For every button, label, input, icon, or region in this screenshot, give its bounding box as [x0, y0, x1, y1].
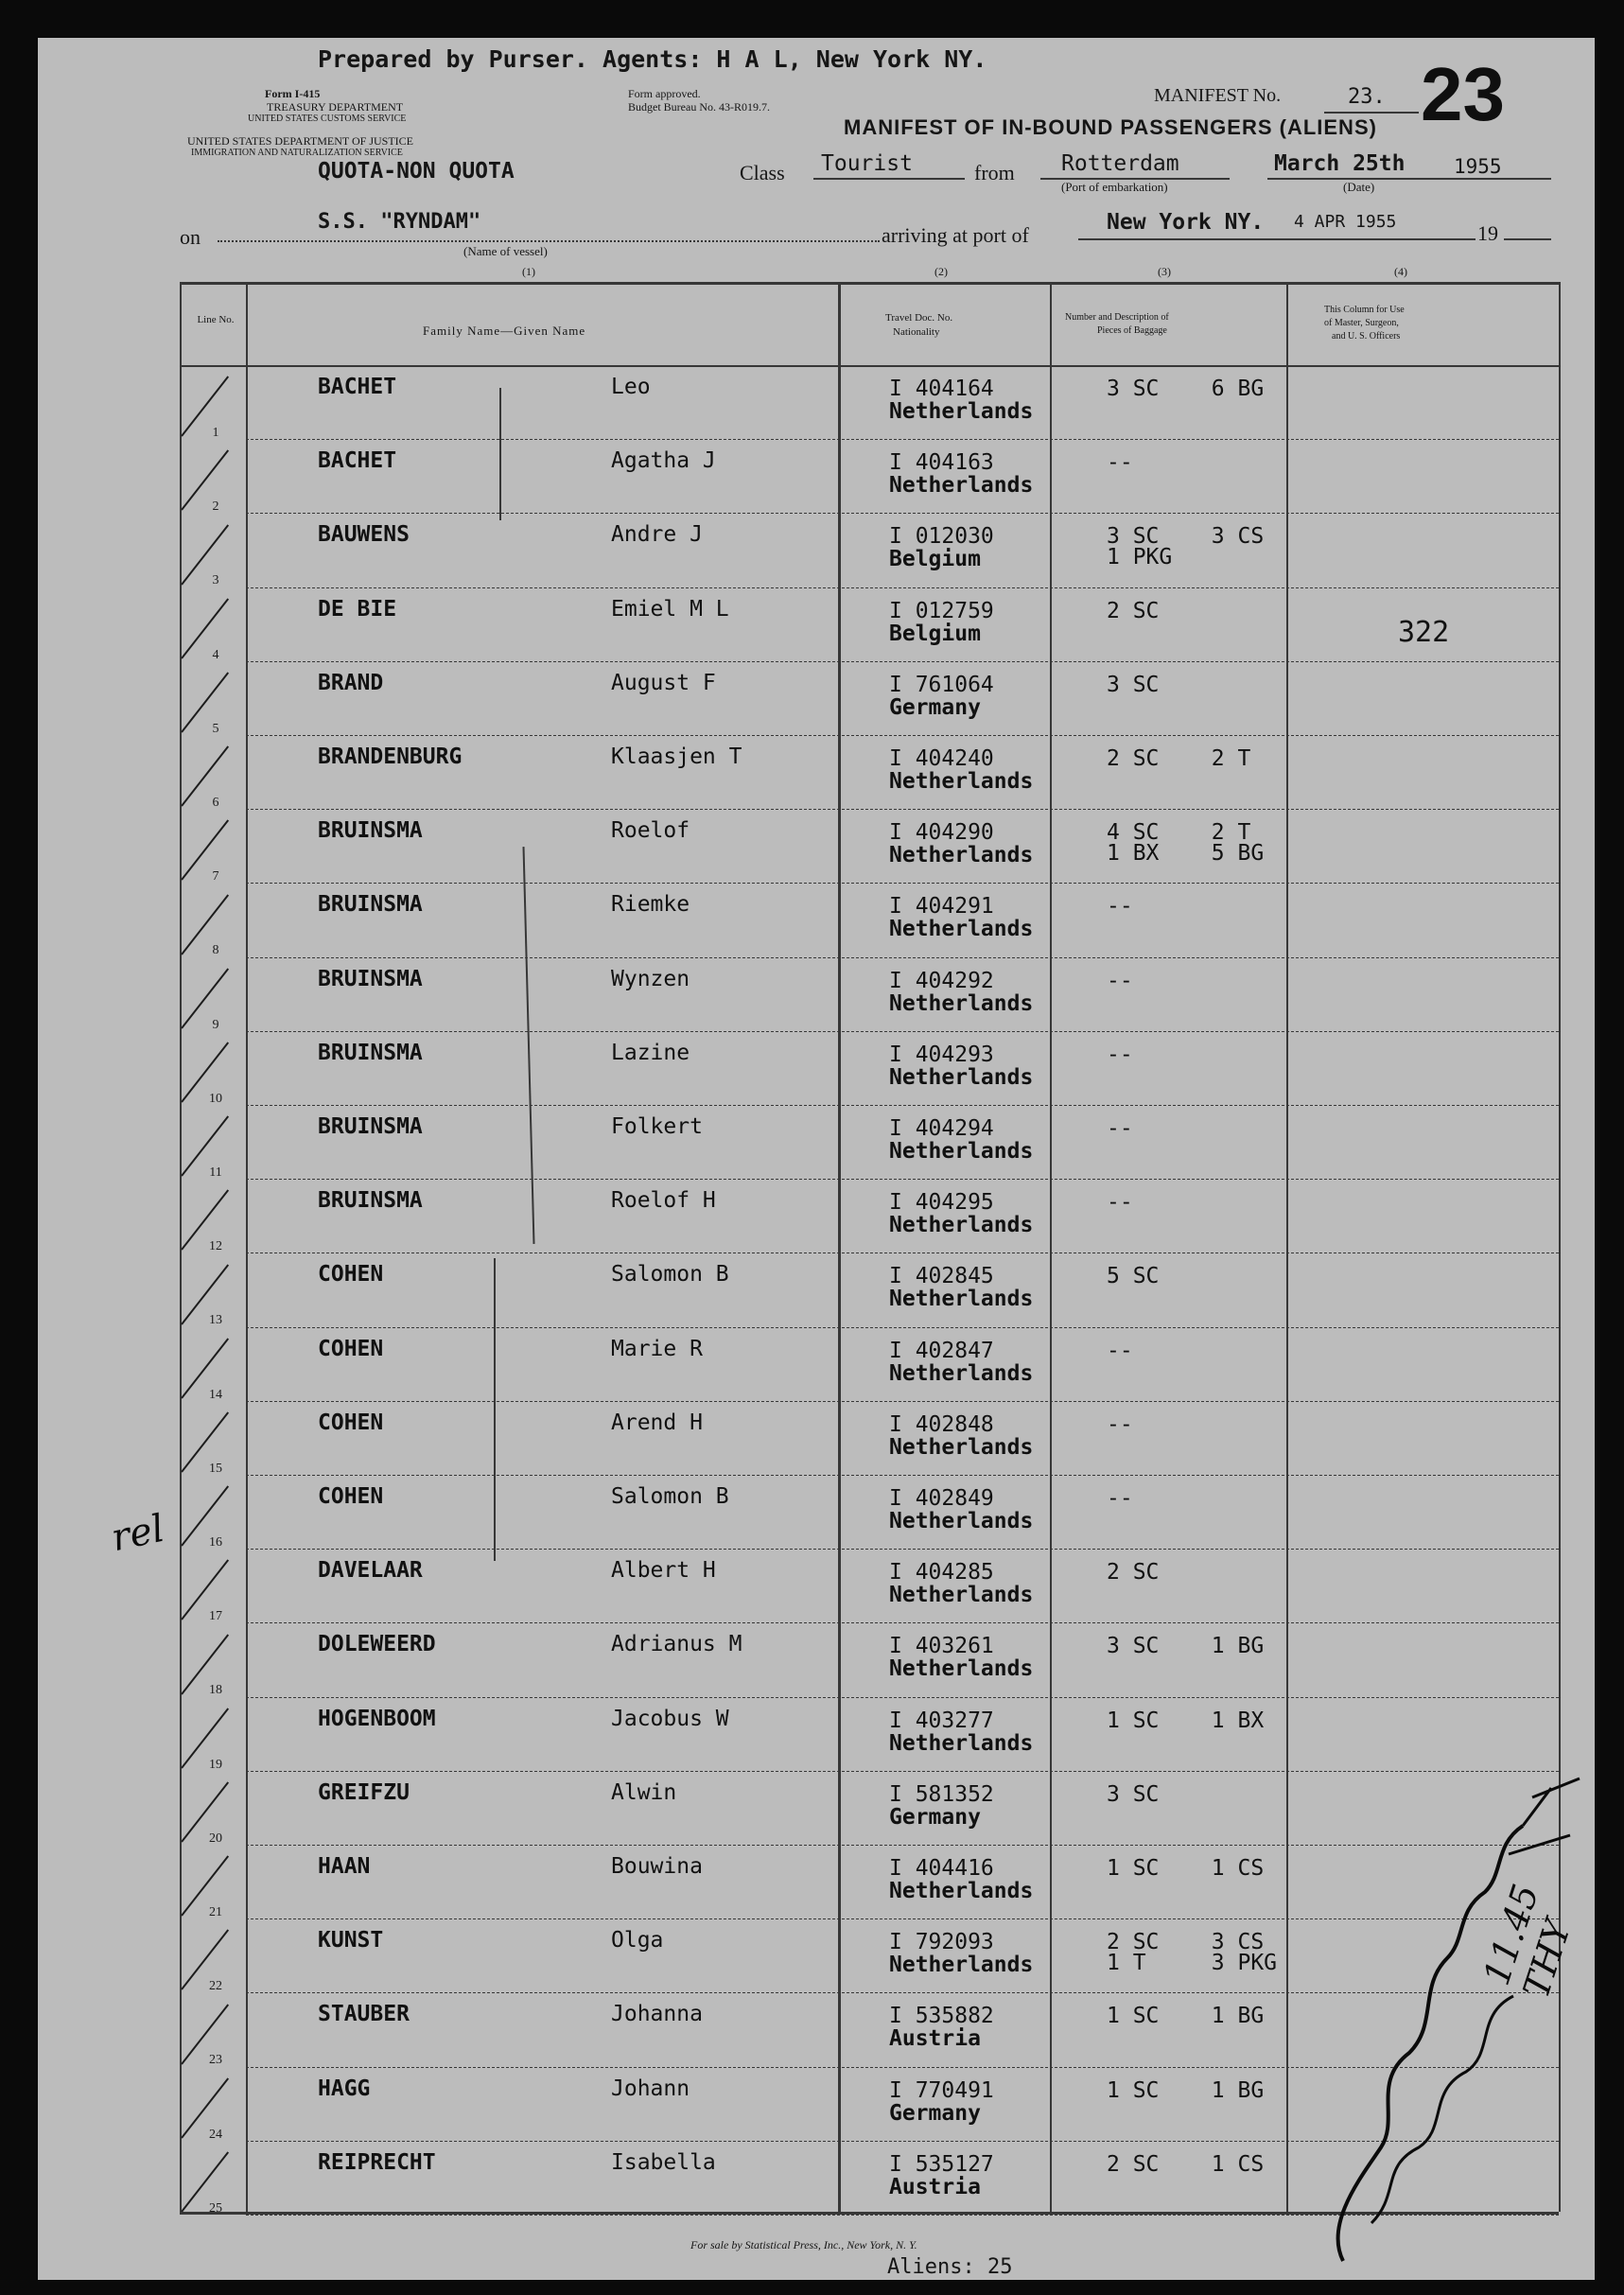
- dept-customs: UNITED STATES CUSTOMS SERVICE: [248, 114, 407, 124]
- travel-doc-no: I 402849: [889, 1486, 994, 1511]
- given-name: Agatha J: [611, 448, 716, 474]
- baggage-line-1: --: [1107, 450, 1133, 476]
- family-name: HAAN: [318, 1854, 371, 1879]
- table-row: [38, 665, 1595, 739]
- family-name: HAGG: [318, 2076, 371, 2101]
- table-row: [38, 886, 1595, 960]
- col-header-nationality: Nationality: [893, 326, 940, 338]
- travel-doc-no: I 404293: [889, 1042, 994, 1067]
- travel-doc-no: I 535127: [889, 2151, 994, 2177]
- table-row: [38, 1405, 1595, 1479]
- baggage-line-1: 5 SC: [1107, 1264, 1160, 1289]
- col-num-4: (4): [1394, 265, 1407, 278]
- travel-doc-no: I 404294: [889, 1116, 994, 1141]
- row-divider: [246, 513, 1559, 514]
- line-number: 22: [209, 1979, 222, 1994]
- check-tick: [181, 377, 229, 437]
- travel-doc-no: I 402847: [889, 1338, 994, 1363]
- row-divider: [246, 1031, 1559, 1032]
- family-name: GREIFZU: [318, 1779, 410, 1805]
- given-name: Johanna: [611, 2002, 703, 2027]
- baggage-line-1: 1 SC 1 CS: [1107, 1856, 1265, 1881]
- row-divider: [246, 439, 1559, 440]
- dept-immigration: IMMIGRATION AND NATURALIZATION SERVICE: [191, 148, 403, 158]
- line-number: 13: [209, 1313, 222, 1328]
- col-header-baggage: Number and Description of: [1065, 312, 1169, 323]
- travel-doc-no: I 402845: [889, 1264, 994, 1289]
- given-name: Johann: [611, 2076, 690, 2101]
- given-name: Alwin: [611, 1779, 677, 1805]
- line-number: 11: [209, 1165, 222, 1180]
- nationality: Netherlands: [889, 917, 1034, 942]
- given-name: Salomon B: [611, 1262, 729, 1288]
- given-name: Marie R: [611, 1336, 703, 1361]
- given-name: Jacobus W: [611, 1706, 729, 1731]
- family-name: STAUBER: [318, 2002, 410, 2027]
- given-name: Emiel M L: [611, 596, 729, 622]
- nationality: Netherlands: [889, 1287, 1034, 1312]
- baggage-line-2: 1 PKG: [1107, 545, 1173, 570]
- row-divider: [246, 735, 1559, 736]
- row-divider: [246, 1622, 1559, 1623]
- line-number: 8: [212, 943, 219, 958]
- table-row: [38, 961, 1595, 1035]
- table-row: [38, 1552, 1595, 1626]
- line-number: 17: [209, 1609, 222, 1624]
- family-name: BAUWENS: [318, 522, 410, 548]
- arrival-year-prefix: 19: [1477, 221, 1498, 245]
- prepared-by: Prepared by Purser. Agents: H A L, New York NY.: [318, 45, 987, 73]
- family-name: REIPRECHT: [318, 2149, 436, 2175]
- nationality: Netherlands: [889, 1953, 1034, 1978]
- nationality: Netherlands: [889, 1064, 1034, 1090]
- line-number: 20: [209, 1831, 222, 1846]
- family-name: DOLEWEERD: [318, 1632, 436, 1657]
- baggage-line-2: 1 T 3 PKG: [1107, 1951, 1278, 1976]
- col-header-officers-2: of Master, Surgeon,: [1324, 318, 1399, 328]
- table-row: [38, 739, 1595, 813]
- table-row: [38, 1256, 1595, 1330]
- family-name: BRUINSMA: [318, 818, 423, 844]
- margin-handwriting: rel: [107, 1506, 168, 1561]
- baggage-line-1: 1 SC 1 BG: [1107, 2077, 1265, 2103]
- col-header-line-no: Line No.: [197, 314, 235, 325]
- baggage-line-1: 2 SC 3 CS: [1107, 1930, 1265, 1955]
- nationality: Netherlands: [889, 1360, 1034, 1386]
- officer-signature: [1305, 1769, 1589, 2280]
- arrival-stamp: 4 APR 1955: [1294, 212, 1397, 232]
- line-number: 3: [212, 573, 219, 588]
- family-name: COHEN: [318, 1410, 384, 1435]
- class-value: Tourist: [821, 151, 913, 176]
- row-divider: [246, 809, 1559, 810]
- table-row: [38, 1035, 1595, 1109]
- col-header-baggage-2: Pieces of Baggage: [1097, 325, 1167, 336]
- dept-justice: UNITED STATES DEPARTMENT OF JUSTICE: [187, 134, 414, 148]
- given-name: Lazine: [611, 1040, 690, 1065]
- from-value: Rotterdam: [1061, 151, 1179, 176]
- nationality: Belgium: [889, 621, 981, 646]
- travel-doc-no: I 012759: [889, 598, 994, 623]
- family-name: DAVELAAR: [318, 1558, 423, 1584]
- family-name: BRUINSMA: [318, 1188, 423, 1214]
- travel-doc-no: I 761064: [889, 672, 994, 697]
- given-name: Leo: [611, 375, 651, 399]
- nationality: Netherlands: [889, 399, 1034, 424]
- given-name: August F: [611, 670, 716, 695]
- col-num-3: (3): [1158, 265, 1171, 278]
- year-value: 1955: [1454, 155, 1502, 178]
- row-divider: [246, 1105, 1559, 1106]
- line-number: 14: [209, 1387, 222, 1402]
- nationality: Netherlands: [889, 843, 1034, 868]
- arriving-label: arriving at port of: [882, 223, 1029, 247]
- baggage-line-1: --: [1107, 1190, 1133, 1216]
- row-divider: [246, 1549, 1559, 1550]
- check-tick: [181, 598, 229, 658]
- printer-note: For sale by Statistical Press, Inc., New York, N. Y.: [690, 2238, 917, 2251]
- date-value: March 25th: [1274, 151, 1406, 176]
- budget-bureau: Budget Bureau No. 43-R019.7.: [628, 100, 770, 114]
- vessel-caption: (Name of vessel): [463, 244, 548, 258]
- dept-treasury: TREASURY DEPARTMENT: [267, 100, 404, 114]
- family-name: KUNST: [318, 1928, 384, 1953]
- table-row: [38, 1109, 1595, 1183]
- family-name: BRUINSMA: [318, 1040, 423, 1065]
- arrival-port: New York NY.: [1107, 210, 1265, 235]
- baggage-line-1: 3 SC: [1107, 1781, 1160, 1807]
- row-divider: [246, 1401, 1559, 1402]
- given-name: Olga: [611, 1928, 664, 1953]
- baggage-line-1: --: [1107, 894, 1133, 920]
- line-number: 2: [212, 499, 219, 515]
- travel-doc-no: I 404292: [889, 968, 994, 993]
- given-name: Wynzen: [611, 966, 690, 991]
- nationality: Netherlands: [889, 769, 1034, 794]
- signature-note: 11.45 THY: [1476, 1879, 1580, 2004]
- line-number: 23: [209, 2053, 222, 2068]
- quota-status: QUOTA-NON QUOTA: [318, 159, 515, 184]
- baggage-line-1: 2 SC 2 T: [1107, 746, 1251, 771]
- baggage-line-1: 4 SC 2 T: [1107, 820, 1251, 846]
- port-caption: (Port of embarkation): [1061, 180, 1168, 194]
- travel-doc-no: I 404295: [889, 1190, 994, 1216]
- line-number: 16: [209, 1535, 222, 1550]
- check-tick: [181, 450, 229, 511]
- travel-doc-no: I 581352: [889, 1781, 994, 1807]
- travel-doc-no: I 404290: [889, 820, 994, 846]
- row-divider: [246, 883, 1559, 884]
- check-tick: [181, 968, 229, 1028]
- family-name: BRUINSMA: [318, 892, 423, 918]
- row-divider: [246, 661, 1559, 662]
- nationality: Netherlands: [889, 473, 1034, 499]
- given-name: Adrianus M: [611, 1632, 742, 1657]
- table-row: [38, 517, 1595, 590]
- family-name: BRAND: [318, 670, 384, 695]
- travel-doc-no: I 402848: [889, 1411, 994, 1437]
- line-number: 5: [212, 721, 219, 736]
- nationality: Netherlands: [889, 1730, 1034, 1756]
- baggage-line-1: 3 SC 1 BG: [1107, 1634, 1265, 1659]
- baggage-line-1: 1 SC 1 BG: [1107, 2004, 1265, 2029]
- travel-doc-no: I 404285: [889, 1560, 994, 1585]
- baggage-line-2: 1 BX 5 BG: [1107, 841, 1265, 867]
- family-name: COHEN: [318, 1336, 384, 1361]
- row-divider: [246, 957, 1559, 958]
- travel-doc-no: I 792093: [889, 1930, 994, 1955]
- table-row: [38, 1701, 1595, 1775]
- nationality: Austria: [889, 2174, 981, 2199]
- table-row: [38, 591, 1595, 665]
- line-number: 18: [209, 1683, 222, 1698]
- from-label: from: [974, 161, 1015, 184]
- nationality: Netherlands: [889, 1213, 1034, 1238]
- row-divider: [246, 1475, 1559, 1476]
- baggage-line-1: --: [1107, 1338, 1133, 1363]
- check-tick: [181, 894, 229, 955]
- nationality: Austria: [889, 2026, 981, 2052]
- col-header-name: Family Name—Given Name: [423, 324, 586, 338]
- travel-doc-no: I 404240: [889, 746, 994, 771]
- line-number: 19: [209, 1757, 222, 1772]
- line-number: 21: [209, 1905, 222, 1919]
- nationality: Netherlands: [889, 1509, 1034, 1533]
- line-number: 24: [209, 2127, 222, 2142]
- baggage-line-1: 2 SC: [1107, 1560, 1160, 1585]
- form-number: Form I-415: [265, 87, 321, 100]
- line-number: 9: [212, 1017, 219, 1032]
- manifest-page: [38, 38, 1595, 2280]
- travel-doc-no: I 770491: [889, 2077, 994, 2103]
- family-name: BRANDENBURG: [318, 745, 463, 769]
- manifest-title: MANIFEST OF IN-BOUND PASSENGERS (ALIENS): [844, 115, 1377, 139]
- table-row: [38, 1626, 1595, 1700]
- col-header-officers-1: This Column for Use: [1324, 305, 1405, 315]
- check-tick: [181, 672, 229, 732]
- travel-doc-no: I 404416: [889, 1856, 994, 1881]
- baggage-line-1: 3 SC 3 CS: [1107, 524, 1265, 550]
- family-name: DE BIE: [318, 596, 397, 622]
- baggage-line-1: --: [1107, 1411, 1133, 1437]
- line-number: 10: [209, 1091, 222, 1106]
- family-name: BACHET: [318, 375, 397, 399]
- nationality: Germany: [889, 2100, 981, 2126]
- family-name: COHEN: [318, 1262, 384, 1288]
- col-header-officers-3: and U. S. Officers: [1332, 331, 1401, 342]
- table-row: [38, 1183, 1595, 1256]
- nationality: Belgium: [889, 547, 981, 572]
- travel-doc-no: I 403277: [889, 1708, 994, 1733]
- nationality: Netherlands: [889, 1434, 1034, 1460]
- given-name: Arend H: [611, 1410, 703, 1435]
- check-tick: [181, 524, 229, 585]
- baggage-line-1: 2 SC 1 CS: [1107, 2151, 1265, 2177]
- nationality: Netherlands: [889, 990, 1034, 1016]
- nationality: Netherlands: [889, 1656, 1034, 1682]
- baggage-line-1: 2 SC: [1107, 598, 1160, 623]
- date-caption: (Date): [1343, 180, 1375, 194]
- table-row: [38, 1479, 1595, 1552]
- table-row: [38, 443, 1595, 517]
- line-number: 6: [212, 796, 219, 810]
- col-num-2: (2): [934, 265, 948, 278]
- travel-doc-no: I 404291: [889, 894, 994, 920]
- travel-doc-no: I 403261: [889, 1634, 994, 1659]
- row-divider: [246, 1179, 1559, 1180]
- line-number: 25: [209, 2200, 222, 2216]
- baggage-line-1: 1 SC 1 BX: [1107, 1708, 1265, 1733]
- check-tick: [181, 820, 229, 881]
- line-number: 1: [212, 426, 219, 440]
- nationality: Germany: [889, 1804, 981, 1830]
- line-number: 4: [212, 647, 219, 662]
- baggage-line-1: 3 SC 6 BG: [1107, 377, 1265, 401]
- given-name: Salomon B: [611, 1484, 729, 1509]
- check-tick: [181, 746, 229, 807]
- given-name: Klaasjen T: [611, 745, 742, 769]
- manifest-no-label: MANIFEST No.: [1154, 85, 1282, 106]
- table-row: [38, 813, 1595, 886]
- row-divider: [246, 1327, 1559, 1328]
- row-divider: [246, 587, 1559, 588]
- line-number: 12: [209, 1239, 222, 1254]
- nationality: Germany: [889, 694, 981, 720]
- line-number: 7: [212, 869, 219, 885]
- family-name: BRUINSMA: [318, 1114, 423, 1139]
- nationality: Netherlands: [889, 1583, 1034, 1608]
- baggage-line-1: --: [1107, 1116, 1133, 1141]
- table-row: [38, 369, 1595, 443]
- travel-doc-no: I 012030: [889, 524, 994, 550]
- nationality: Netherlands: [889, 1879, 1034, 1903]
- manifest-no-big: 23: [1421, 52, 1505, 136]
- form-approved: Form approved.: [628, 87, 701, 100]
- given-name: Isabella: [611, 2149, 716, 2175]
- given-name: Andre J: [611, 522, 703, 548]
- col-num-1: (1): [522, 265, 535, 278]
- family-name: BACHET: [318, 448, 397, 474]
- given-name: Albert H: [611, 1558, 716, 1584]
- travel-doc-no: I 404164: [889, 377, 994, 401]
- given-name: Riemke: [611, 892, 690, 918]
- given-name: Folkert: [611, 1114, 703, 1139]
- given-name: Roelof: [611, 818, 690, 844]
- travel-doc-no: I 535882: [889, 2004, 994, 2029]
- line-number: 15: [209, 1461, 222, 1476]
- family-name: BRUINSMA: [318, 966, 423, 991]
- baggage-line-1: --: [1107, 1486, 1133, 1511]
- baggage-line-1: 3 SC: [1107, 672, 1160, 697]
- on-label: on: [180, 225, 201, 249]
- officer-note: 322: [1398, 615, 1450, 649]
- row-divider: [246, 1697, 1559, 1698]
- manifest-no-value: 23.: [1348, 85, 1386, 109]
- table-row: [38, 1331, 1595, 1405]
- baggage-line-1: --: [1107, 968, 1133, 993]
- baggage-line-1: --: [1107, 1042, 1133, 1067]
- given-name: Bouwina: [611, 1854, 703, 1879]
- nationality: Netherlands: [889, 1139, 1034, 1164]
- travel-doc-no: I 404163: [889, 450, 994, 476]
- class-label: Class: [740, 161, 785, 184]
- family-name: HOGENBOOM: [318, 1706, 436, 1731]
- aliens-total: Aliens: 25: [887, 2255, 1013, 2279]
- family-name: COHEN: [318, 1484, 384, 1509]
- given-name: Roelof H: [611, 1188, 716, 1214]
- vessel-name: S.S. "RYNDAM": [318, 210, 481, 234]
- col-header-travel-doc: Travel Doc. No.: [885, 312, 953, 324]
